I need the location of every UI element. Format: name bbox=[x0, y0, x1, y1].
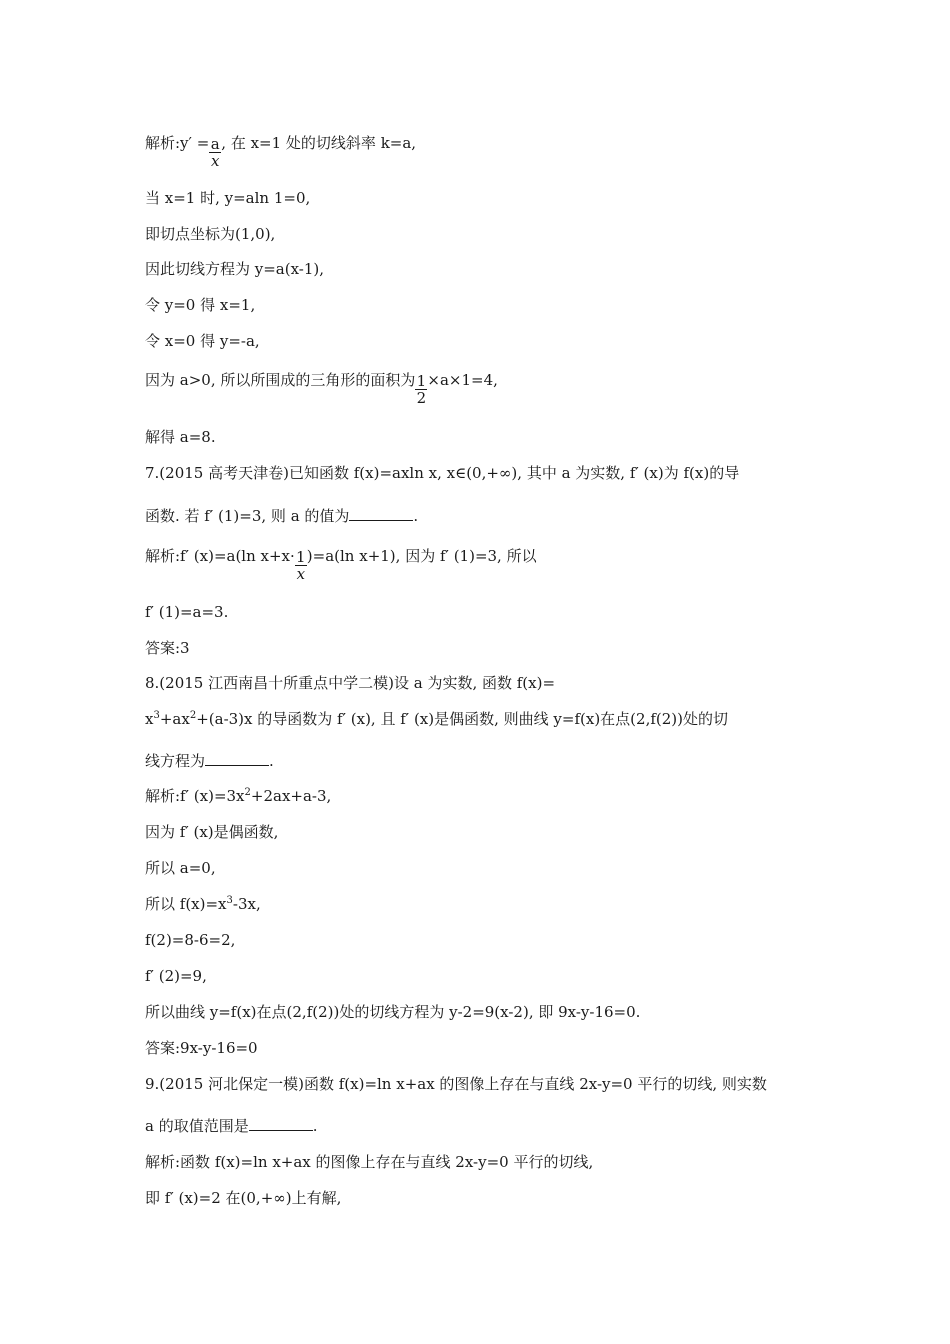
solution-line: 所以曲线 y=f(x)在点(2,f(2))处的切线方程为 y-2=9(x-2), 即 9x-y-16=0. bbox=[145, 1003, 641, 1021]
solution-line-derivative: 解析:y′ = $\frac{a}{x}$ , 在 x=1 处的切线斜率 k=a, bbox=[145, 134, 417, 170]
solution-line: f′ (1)=a=3. bbox=[145, 603, 229, 621]
question-7-stem-cont: 函数. 若 f′ (1)=3, 则 a 的值为 . bbox=[145, 507, 419, 525]
fraction-one-over-x: $\frac{1}{x}$ bbox=[296, 548, 306, 583]
question-8-solution: 解析:f′ $(x)=3x^2+2ax+a-3$, bbox=[145, 787, 332, 805]
question-9-stem-cont: a 的取值范围是 . bbox=[145, 1117, 318, 1135]
question-9-stem: 9.(2015 河北保定一模)函数 f(x)=ln x+ax 的图像上存在与直线 2x-y=0 平行的切线, 则实数 bbox=[145, 1075, 767, 1093]
solution-line: 解得 a=8. bbox=[145, 428, 216, 446]
solution-line-area: 因为 a>0, 所以所围成的三角形的面积为 $\frac{1}{2}$ ×a×1=4, bbox=[145, 371, 498, 407]
answer-blank bbox=[349, 506, 413, 521]
answer-blank bbox=[205, 751, 269, 766]
solution-line: 因此切线方程为 y=a(x-1), bbox=[145, 260, 325, 278]
solution-line: 令 y=0 得 x=1, bbox=[145, 296, 256, 314]
question-9-solution: 解析:函数 f(x)=ln x+ax 的图像上存在与直线 2x-y=0 平行的切线, bbox=[145, 1153, 594, 1171]
question-8-stem-cont: $x^3+ax^2+(a-3)x$ 的导函数为 f′ (x), 且 f′ (x)是偶函数, 则曲线 y=f(x)在点(2,f(2))处的切 bbox=[145, 710, 728, 728]
question-7-solution: 解析:f′ (x)=a(ln x+x· $\frac{1}{x}$ )=a(ln x+1), 因为 f′ (1)=3, 所以 bbox=[145, 547, 537, 583]
solution-line: f′ (2)=9, bbox=[145, 967, 207, 985]
fraction-a-over-x: $\frac{a}{x}$ bbox=[210, 135, 220, 170]
question-8-stem: 8.(2015 江西南昌十所重点中学二模)设 a 为实数, 函数 f(x)= bbox=[145, 674, 556, 692]
answer-blank bbox=[249, 1116, 313, 1131]
solution-line: f(2)=8-6=2, bbox=[145, 931, 236, 949]
solution-line: 即切点坐标为(1,0), bbox=[145, 225, 276, 243]
answer-line: 答案:3 bbox=[145, 639, 190, 657]
solution-line: 当 x=1 时, y=aln 1=0, bbox=[145, 189, 311, 207]
solution-line: 即 f′ (x)=2 在(0,+∞)上有解, bbox=[145, 1189, 342, 1207]
solution-line: 所以 $f(x)=x^3-3x$, bbox=[145, 895, 261, 913]
question-7-stem: 7.(2015 高考天津卷)已知函数 f(x)=axln x, x∈(0,+∞), 其中 a 为实数, f′ (x)为 f(x)的导 bbox=[145, 464, 740, 482]
fraction-one-half: $\frac{1}{2}$ bbox=[416, 372, 427, 407]
solution-line: 所以 a=0, bbox=[145, 859, 216, 877]
question-8-stem-cont: 线方程为 . bbox=[145, 752, 274, 770]
solution-line: 令 x=0 得 y=-a, bbox=[145, 332, 260, 350]
solution-line: 因为 f′ (x)是偶函数, bbox=[145, 823, 279, 841]
answer-line: 答案:9x-y-16=0 bbox=[145, 1039, 258, 1057]
